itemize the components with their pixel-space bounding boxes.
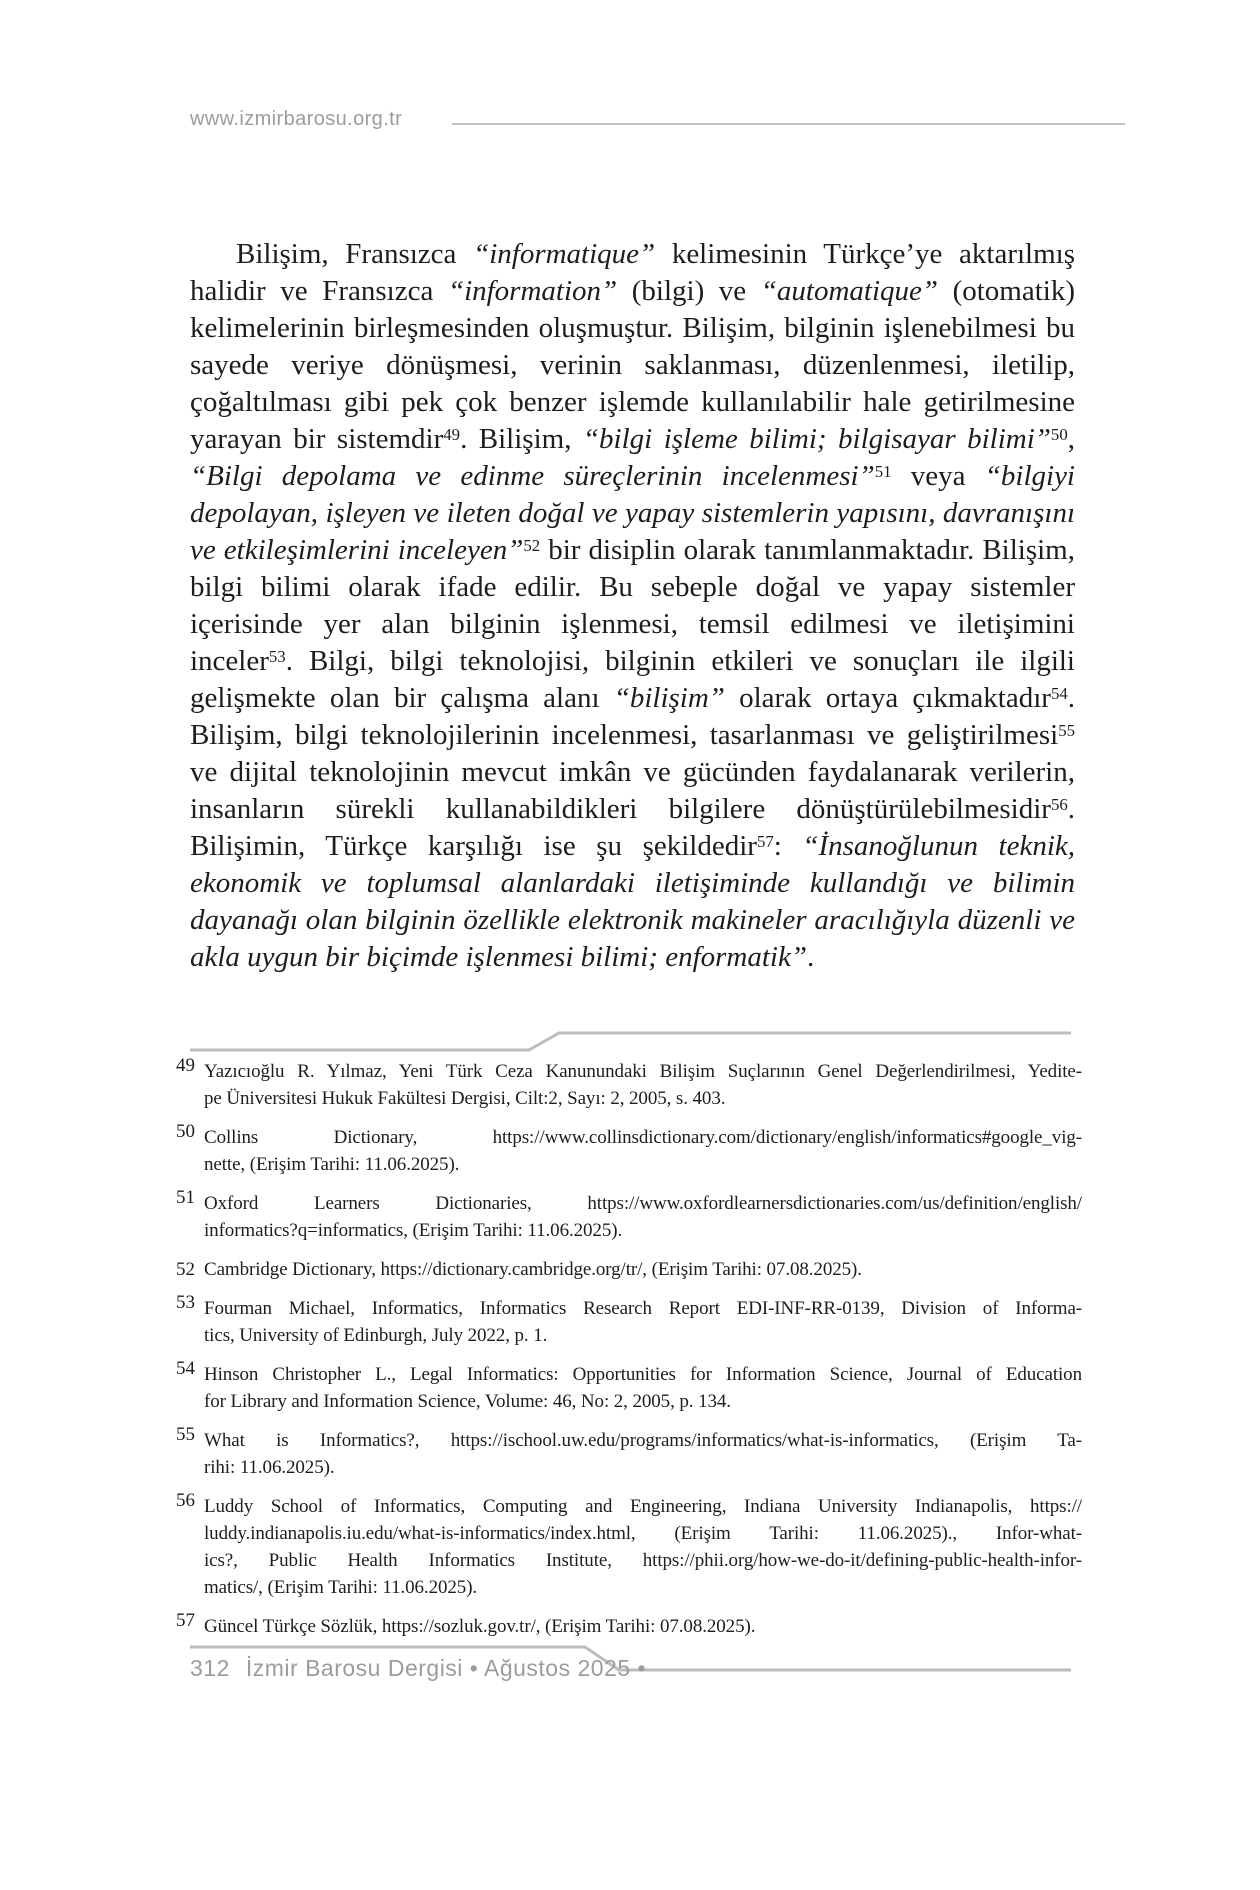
paragraph-text-segment: . Bilişim, xyxy=(460,423,583,455)
footnote-reference: 49 xyxy=(443,424,461,444)
footnote-line: pe Üniversitesi Hukuk Fakültesi Dergisi, Cilt:2, Sayı: 2, 2005, s. 403. xyxy=(204,1088,726,1109)
footnote-line: nette, (Erişim Tarihi: 11.06.2025). xyxy=(204,1154,460,1175)
paragraph-text-segment: (bilgi) ve xyxy=(617,275,761,307)
footnote-line: Güncel Türkçe Sözlük, https://sozluk.gov.tr/, (Erişim Tarihi: 07.08.2025). xyxy=(204,1616,756,1637)
footnote-line: Hinson Christopher L., Legal Informatics: Opportunities for Information Science, Journal of Education xyxy=(204,1364,1082,1385)
footnote-item xyxy=(176,1292,1082,1349)
footnote-reference: 51 xyxy=(874,461,892,481)
footnote-marker: 50 xyxy=(176,1121,195,1142)
footnote-line: informatics?q=informatics, (Erişim Tarihi: 11.06.2025). xyxy=(204,1220,623,1241)
paragraph-text-segment: “bilişim” xyxy=(613,682,725,714)
paragraph-text-segment: olarak ortaya çıkmaktadır xyxy=(724,682,1051,714)
paragraph-text-segment: “bilgi işleme bilimi; bilgisayar bilimi” xyxy=(582,423,1051,455)
footnote-reference: 53 xyxy=(268,646,286,666)
footnote-line: Yazıcıoğlu R. Yılmaz, Yeni Türk Ceza Kanunundaki Bilişim Suçlarının Genel Değerlendirilmesi, Yedite- xyxy=(204,1061,1082,1082)
footnote-line: What is Informatics?, https://ischool.uw.edu/programs/informatics/what-is-informatics, (Erişim Ta- xyxy=(204,1430,1082,1451)
header-website-url: www.izmirbarosu.org.tr xyxy=(190,108,403,130)
footnote-reference: 56 xyxy=(1050,794,1068,814)
footnotes-list xyxy=(176,1055,1082,1652)
footnote-line: for Library and Information Science, Volume: 46, No: 2, 2005, p. 134. xyxy=(204,1391,731,1412)
footnote-marker: 49 xyxy=(176,1055,195,1076)
footnote-item xyxy=(176,1187,1082,1244)
footnote-item xyxy=(176,1256,1082,1283)
footnote-line: tics, University of Edinburgh, July 2022, p. 1. xyxy=(204,1325,548,1346)
paragraph-text-segment: : xyxy=(773,830,803,862)
footnote-marker: 53 xyxy=(176,1292,195,1313)
footnote-text xyxy=(204,1256,1082,1283)
paragraph-text-segment: . Bilgi, bilgi teknolojisi, bilginin etkileri ve sonuçları ile ilgili gelişmekte olan bir çalışma alanı xyxy=(190,645,1075,714)
footnote-marker: 54 xyxy=(176,1358,195,1379)
header-rule xyxy=(452,123,1125,125)
paragraph-text-segment: “İnsanoğlunun teknik, ekonomik ve toplumsal alanlardaki iletişiminde kullandığı ve bilimin dayanağı olan bilginin özellikle elektronik makineler aracılığıyla düzenli ve akla uygun bir biçimde işlenmesi bilimi; enformatik” xyxy=(190,830,1076,973)
paragraph-text-segment: “Bilgi depolama ve edinme süreçlerinin incelenmesi” xyxy=(190,460,875,492)
footnote-line: Oxford Learners Dictionaries, https://www.oxfordlearnersdictionaries.com/us/definition/english/ xyxy=(204,1193,1082,1214)
page-number: 312 xyxy=(190,1655,230,1681)
footnote-line: Fourman Michael, Informatics, Informatics Research Report EDI-INF-RR-0139, Division of Informa- xyxy=(204,1298,1082,1319)
paragraph-text-segment: Bilişim, Fransızca xyxy=(236,238,474,270)
paragraph-text-segment: “bilgiyi depolayan, işleyen ve ileten doğal ve yapay sistemlerin yapısını, davranışını ve etkileşimlerini inceleyen” xyxy=(190,460,1075,566)
paragraph-text-segment: “automatique” xyxy=(760,275,939,307)
footnote-text xyxy=(204,1427,1082,1481)
paragraph-text-segment: veya xyxy=(891,460,985,492)
paragraph-text-segment: . xyxy=(806,941,815,973)
footnote-reference: 50 xyxy=(1050,424,1068,444)
article-paragraph xyxy=(190,236,1075,976)
footnote-line: Cambridge Dictionary, https://dictionary.cambridge.org/tr/, (Erişim Tarihi: 07.08.2025). xyxy=(204,1259,862,1280)
footnote-marker: 51 xyxy=(176,1187,195,1208)
footnote-reference: 54 xyxy=(1050,683,1068,703)
footnote-item xyxy=(176,1055,1082,1112)
footnote-line: Collins Dictionary, https://www.collinsdictionary.com/dictionary/english/informatics#google_vig- xyxy=(204,1127,1082,1148)
paragraph-text-segment: ve dijital teknolojinin mevcut imkân ve gücünden faydalanarak verilerin, insanların sürekli kullanabildikleri bilgilere dönüştürülebilmesidir xyxy=(190,756,1075,825)
footnote-text xyxy=(204,1190,1082,1244)
footnote-marker: 55 xyxy=(176,1424,195,1445)
footnote-reference: 57 xyxy=(756,831,774,851)
footnote-reference: 52 xyxy=(523,535,541,555)
footnote-marker: 52 xyxy=(176,1259,195,1280)
footnote-text xyxy=(204,1058,1082,1112)
footnote-text xyxy=(204,1613,1082,1640)
footnote-line: luddy.indianapolis.iu.edu/what-is-informatics/index.html, (Erişim Tarihi: 11.06.2025)., Infor-what- xyxy=(204,1523,1082,1544)
footnote-item xyxy=(176,1121,1082,1178)
paragraph-text-segment: , xyxy=(1067,423,1075,455)
paragraph-text-segment: kelimesinin Türkçe’ye aktarılmış halidir ve Fransızca xyxy=(190,238,1076,307)
footnote-text xyxy=(204,1295,1082,1349)
footnote-line: rihi: 11.06.2025). xyxy=(204,1457,335,1478)
footnote-marker: 56 xyxy=(176,1490,195,1511)
paragraph-text-segment: “information” xyxy=(447,275,618,307)
footnote-reference: 55 xyxy=(1058,720,1075,740)
footnote-item xyxy=(176,1610,1082,1640)
footnote-item xyxy=(176,1490,1082,1601)
footer xyxy=(190,1654,646,1682)
footnote-text xyxy=(204,1124,1082,1178)
footnote-line: ics?, Public Health Informatics Institute, https://phii.org/how-we-do-it/defining-public-health-infor- xyxy=(204,1550,1082,1571)
paragraph-text-segment: . Bilişimin, Türkçe karşılığı ise şu şekildedir xyxy=(190,793,1075,862)
journal-name-and-issue: İzmir Barosu Dergisi • Ağustos 2025 • xyxy=(245,1655,647,1681)
footnote-marker: 57 xyxy=(176,1610,195,1631)
footnote-line: matics/, (Erişim Tarihi: 11.06.2025). xyxy=(204,1577,478,1598)
paragraph-text-segment: (otomatik) kelimelerinin birleşmesinden oluşmuştur. Bilişim, bilginin işlenebilmesi bu sayede veriye dönüşmesi, verinin saklanması, düzenlenmesi, iletilip, çoğaltılması gibi pek çok benzer işlemde kullanılabilir hale getirilmesine yarayan bir sistemdir xyxy=(190,275,1076,455)
footnote-item xyxy=(176,1358,1082,1415)
footnote-item xyxy=(176,1424,1082,1481)
footnote-line: Luddy School of Informatics, Computing and Engineering, Indiana University Indianapolis, https:// xyxy=(204,1496,1082,1517)
paragraph-text-segment: bir disiplin olarak tanımlanmaktadır. Bilişim, bilgi bilimi olarak ifade edilir. Bu sebeple doğal ve yapay sistemler içerisinde yer alan bilginin işlenmesi, temsil edilmesi ve iletişimini inceler xyxy=(190,534,1075,677)
footnote-text xyxy=(204,1361,1082,1415)
footnote-text xyxy=(204,1493,1082,1601)
paragraph-text-segment: “informatique” xyxy=(473,238,656,270)
paragraph-text-segment: . Bilişim, bilgi teknolojilerinin incelenmesi, tasarlanması ve geliştirilmesi xyxy=(190,682,1075,751)
